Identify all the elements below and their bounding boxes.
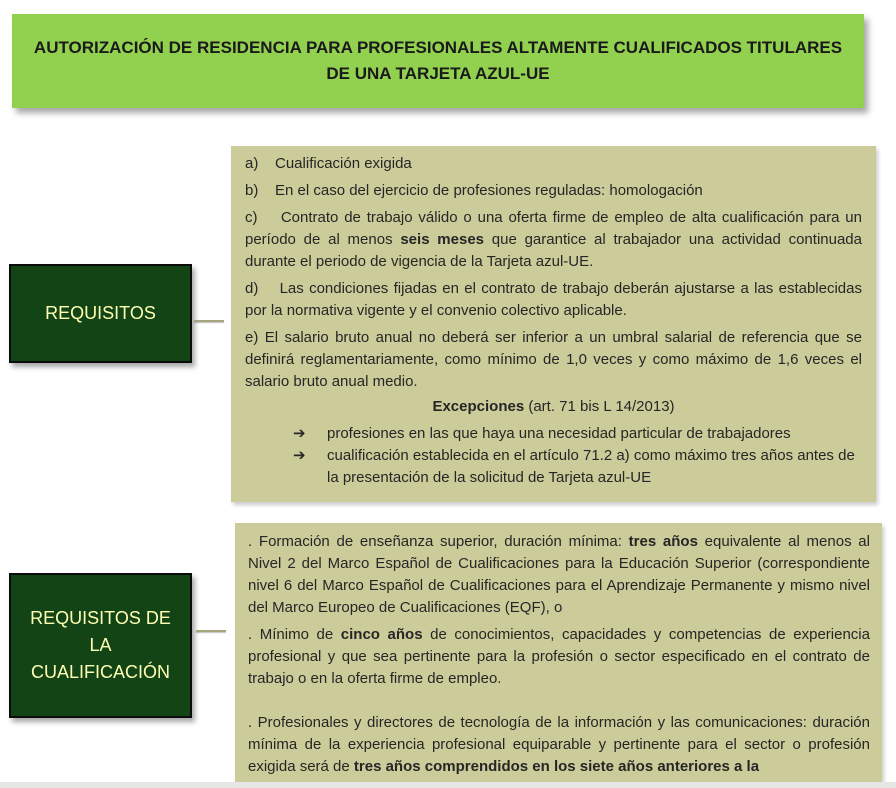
- cualificacion-p2: [248, 624, 870, 690]
- requisito-a: a) Cualificación exigida: [245, 155, 412, 172]
- requisito-b: b) En el caso del ejercicio de profesiones reguladas: homologación: [245, 182, 703, 199]
- requisitos-connector: [194, 320, 224, 322]
- cualificacion-p1-text: . Formación de enseñanza superior, duración mínima:: [248, 533, 629, 550]
- cualificacion-label-line: CUALIFICACIÓN: [30, 662, 170, 682]
- bottom-edge: [0, 782, 896, 788]
- requisito-c-text: c) Contrato de trabajo válido o una oferta firme de empleo de alta cualificación para un período de al menos: [245, 209, 867, 248]
- exception-text: cualificación establecida en el artículo 71.2 a) como máximo tres años antes de la presentación de la solicitud de Tarjeta azul-UE: [327, 447, 855, 486]
- requisito-d: d) Las condiciones fijadas en el contrato de trabajo deberán ajustarse a las establecidas por la normativa vigente y el convenio colectivo aplicable.: [245, 280, 867, 319]
- requisito-c-bold: seis meses: [400, 231, 485, 248]
- cualificacion-p1-bold: tres años: [628, 533, 698, 550]
- exception-item: [293, 445, 862, 489]
- cualificacion-label-box: [9, 573, 192, 718]
- cualificacion-panel: [235, 523, 882, 782]
- requisito-e: e) El salario bruto anual no deberá ser inferior a un umbral salarial de referencia que se definirá reglamentariamente, como mínimo de 1,0 veces y como máximo de 1,6 veces el salario bruto anual medio.: [245, 329, 862, 390]
- cualificacion-connector: [196, 630, 226, 632]
- exceptions-ref: (art. 71 bis L 14/2013): [524, 398, 675, 415]
- requisitos-panel: [231, 146, 876, 502]
- cualificacion-p2-text-end: de conocimientos, capacidades y competencias de experiencia profesional y que sea pertinente para la profesión o sector especificado en el contrato de trabajo o en la oferta firme de empleo.: [248, 626, 870, 687]
- cualificacion-p3-text: . Profesionales y directores de tecnología de la información y las comunicaciones: duración mínima de la experiencia profesional equiparable y pertinente para el sector o profesión exigida será de: [248, 714, 870, 775]
- cualificacion-label-line: LA: [89, 635, 112, 655]
- cualificacion-p3-bold: tres años comprendidos en los siete años anteriores a la: [353, 758, 760, 775]
- requisitos-label: REQUISITOS: [45, 303, 156, 323]
- requisito-c-text-end: que garantice al trabajador una actividad continuada durante el periodo de vigencia de la Tarjeta azul-UE.: [245, 231, 867, 270]
- title-banner: [12, 14, 864, 108]
- cualificacion-p2-text: . Mínimo de: [248, 626, 341, 643]
- page-title: AUTORIZACIÓN DE RESIDENCIA PARA PROFESIONALES ALTAMENTE CUALIFICADOS TITULARES DE UNA TARJETA AZUL-UE: [33, 38, 843, 83]
- cualificacion-label-line: REQUISITOS DE: [30, 608, 171, 628]
- arrow-right-icon: ➔: [293, 425, 306, 442]
- exceptions-title: Excepciones: [432, 398, 525, 415]
- cualificacion-p1: [248, 531, 870, 619]
- cualificacion-p3: [248, 712, 870, 778]
- exception-text: profesiones en las que haya una necesidad particular de trabajadores: [327, 425, 791, 442]
- cualificacion-p1-text-end: equivalente al menos al Nivel 2 del Marco Español de Cualificaciones para la Educación Superior (correspondiente nivel 6 del Marco Español de Cualificaciones para el Aprendizaje Permanente y mismo nivel del Marco Europeo de Cualificaciones (EQF), o: [248, 533, 870, 616]
- exceptions-heading: [245, 396, 862, 418]
- requisitos-label-box: [9, 264, 192, 363]
- cualificacion-label: [30, 605, 171, 686]
- exception-item: [293, 423, 862, 445]
- arrow-right-icon: ➔: [293, 447, 306, 464]
- cualificacion-p2-bold: cinco años: [340, 626, 423, 643]
- requisito-c: [245, 207, 867, 273]
